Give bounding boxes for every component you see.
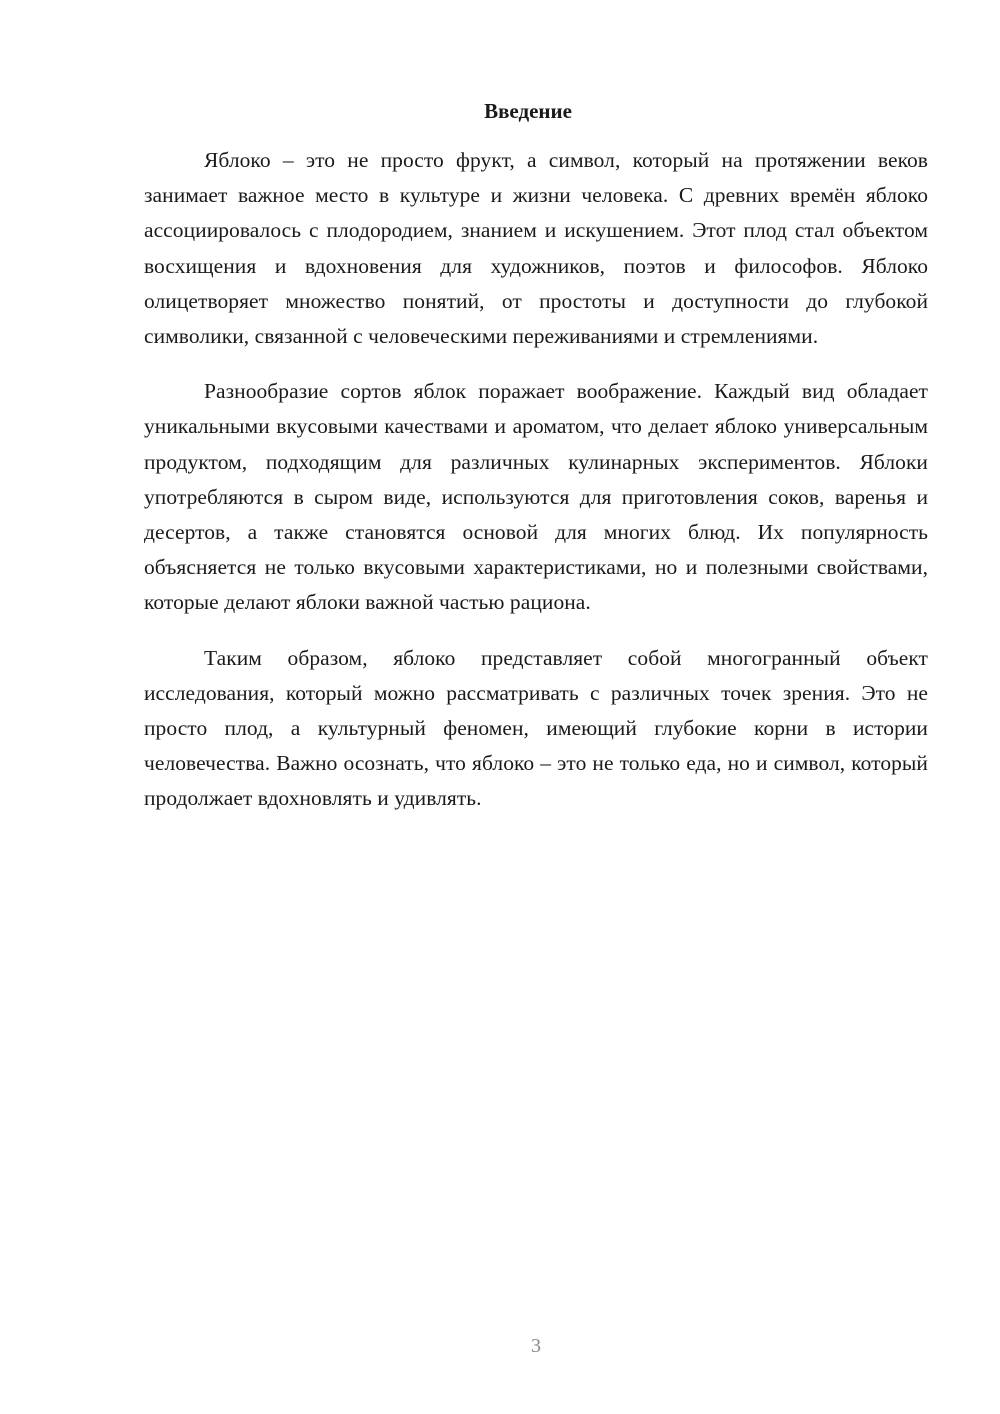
heading-container <box>144 97 928 125</box>
page-number: 3 <box>531 1335 541 1357</box>
paragraph-3: Таким образом, яблоко представляет собой многогранный объект исследования, который можно рассматривать с различных точек зрения. Это не просто плод, а культурный феномен, имеющий глубокие корни в истории человечества. Важно осознать, что яблоко – это не только еда, но и символ, который продолжает вдохновлять и удивлять. <box>144 645 928 811</box>
body-text <box>144 143 928 837</box>
paragraph-2: Разнообразие сортов яблок поражает воображение. Каждый вид обладает уникальными вкусовыми качествами и ароматом, что делает яблоко универсальным продуктом, подходящим для различных кулинарных экспериментов. Яблоки употребляются в сыром виде, используются для приготовления соков, варенья и десертов, а также становятся основой для многих блюд. Их популярность объясняется не только вкусовыми характеристиками, но и полезными свойствами, которые делают яблоки важной частью рациона. <box>144 379 928 615</box>
paragraph-1: Яблоко – это не просто фрукт, а символ, который на протяжении веков занимает важное место в культуре и жизни человека. С древних времён яблоко ассоциировалось с плодородием, знанием и искушением. Этот плод стал объектом восхищения и вдохновения для художников, поэтов и философов. Яблоко олицетворяет множество понятий, от простоты и доступности до глубокой символики, связанной с человеческими переживаниями и стремлениями. <box>144 148 928 349</box>
page-title: Введение <box>484 99 572 123</box>
